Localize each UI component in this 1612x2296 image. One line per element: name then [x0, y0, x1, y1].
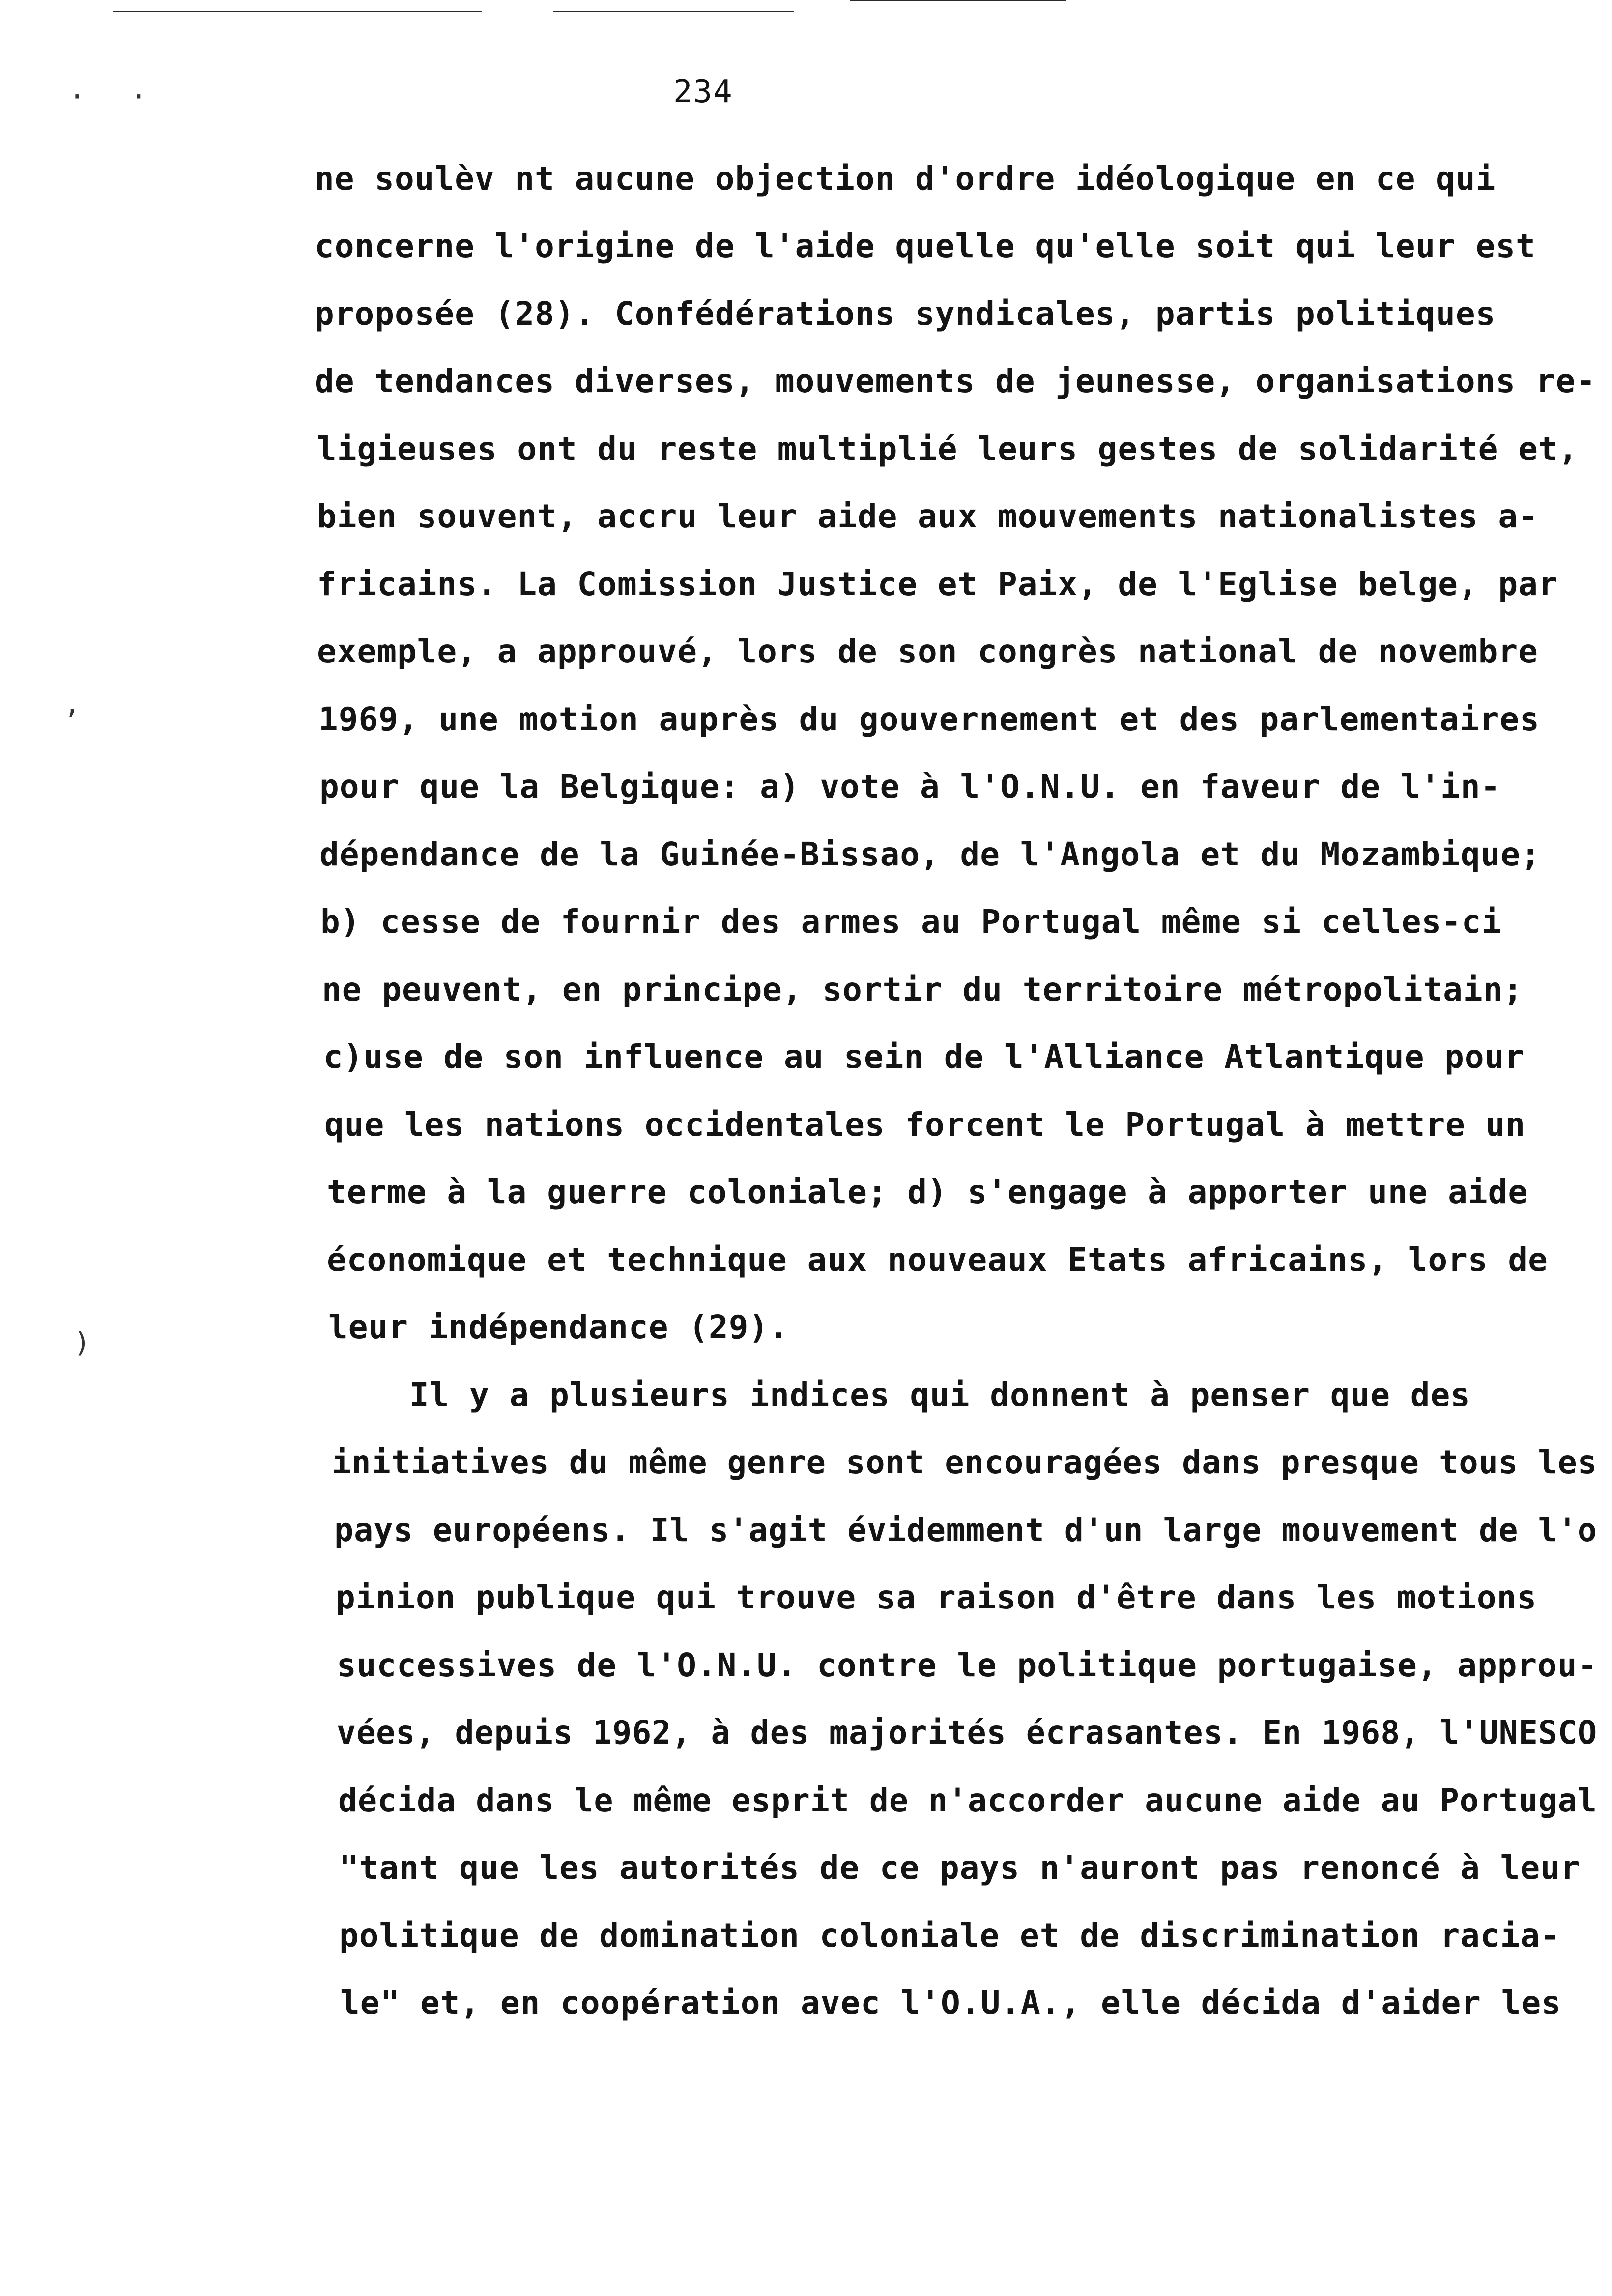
text-line: dépendance de la Guinée-Bissao, de l'Angola et du Mozambique;	[319, 835, 1541, 873]
text-line: c)use de son influence au sein de l'Alliance Atlantique pour	[323, 1038, 1525, 1076]
text-line: économique et technique aux nouveaux Etats africains, lors de	[327, 1241, 1548, 1279]
top-rule-right	[850, 0, 1066, 1]
margin-mark: ,	[64, 688, 81, 720]
text-line: vées, depuis 1962, à des majorités écrasantes. En 1968, l'UNESCO	[337, 1714, 1598, 1751]
text-line: "tant que les autorités de ce pays n'auront pas renoncé à leur	[339, 1849, 1581, 1887]
text-line: décida dans le même esprit de n'accorder aucune aide au Portugal	[338, 1781, 1597, 1819]
text-line: leur indépendance (29).	[328, 1308, 789, 1346]
text-line: proposée (28). Confédérations syndicales, partis politiques	[315, 295, 1496, 333]
text-line: de tendances diverses, mouvements de jeunesse, organisations re-	[315, 362, 1596, 400]
text-line: b) cesse de fournir des armes au Portugal même si celles-ci	[320, 903, 1502, 941]
margin-mark: ·	[69, 81, 86, 113]
text-line: pays européens. Il s'agit évidemment d'un large mouvement de l'o	[334, 1511, 1598, 1549]
text-line: que les nations occidentales forcent le Portugal à mettre un	[324, 1106, 1526, 1144]
text-line: ne peuvent, en principe, sortir du territoire métropolitain;	[322, 971, 1524, 1008]
text-line: ne soulèv nt aucune objection d'ordre idéologique en ce qui	[315, 160, 1496, 198]
text-line: fricains. La Comission Justice et Paix, de l'Eglise belge, par	[317, 565, 1558, 603]
page-number: 234	[673, 74, 733, 110]
text-line: exemple, a approuvé, lors de son congrès national de novembre	[317, 632, 1538, 670]
top-rule-middle	[553, 11, 794, 12]
top-rule-left	[113, 11, 482, 12]
text-line: terme à la guerre coloniale; d) s'engage à apporter une aide	[327, 1173, 1528, 1211]
text-line: bien souvent, accru leur aide aux mouvements nationalistes a-	[317, 497, 1538, 535]
text-line: pinion publique qui trouve sa raison d'être dans les motions	[336, 1578, 1537, 1616]
text-line: ligieuses ont du reste multiplié leurs gestes de solidarité et,	[317, 430, 1579, 468]
text-line: le" et, en coopération avec l'O.U.A., elle décida d'aider les	[340, 1984, 1561, 2022]
text-line: Il y a plusieurs indices qui donnent à penser que des	[329, 1376, 1470, 1414]
text-line: politique de domination coloniale et de discrimination racia-	[339, 1917, 1560, 1954]
text-line: 1969, une motion auprès du gouvernement et des parlementaires	[318, 700, 1540, 738]
text-line: successives de l'O.N.U. contre le politique portugaise, approu-	[337, 1646, 1598, 1684]
margin-mark: )	[74, 1327, 90, 1359]
text-line: initiatives du même genre sont encouragées dans presque tous les	[332, 1443, 1597, 1481]
text-line: pour que la Belgique: a) vote à l'O.N.U. en faveur de l'in-	[319, 768, 1501, 805]
margin-mark: ·	[130, 81, 147, 113]
text-line: concerne l'origine de l'aide quelle qu'elle soit qui leur est	[315, 227, 1536, 265]
